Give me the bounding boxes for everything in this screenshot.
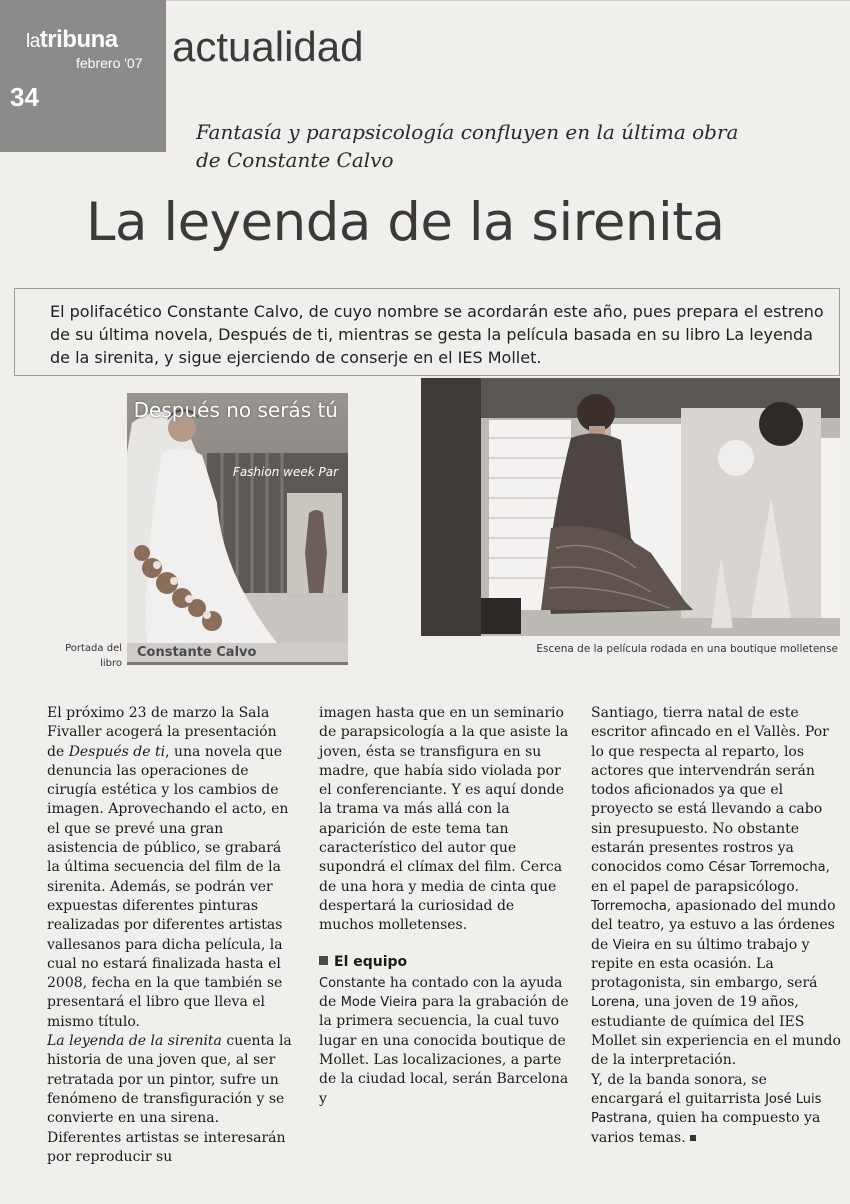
article-column-2 [319,704,569,1109]
end-mark-icon [690,1135,696,1141]
film-scene-photo [421,378,840,636]
book-author: Constante Calvo [137,645,257,660]
article-lead: El polifacético Constante Calvo, de cuyo nombre se acordarán este año, pues prepara el estreno de su última novela, Después de ti, mientras se gesta la película basada en su libro La leyenda de la sirenita, y sigue ejerciendo de conserje en el IES Mollet. [50,302,824,367]
paragraph: El próximo 23 de marzo la Sala Fivaller acogerá la presentación de Después de ti, una novela que denuncia las operaciones de cirugía estética y los cambios de imagen. Aprovechando el acto, en el que se prevé una gran asistencia de público, se grabará la última secuencia del film de la sirenita. Además, se podrán ver expuestas diferentes pinturas realizadas por diferentes artistas vallesanos para dicha película, la cual no estará finalizada hasta el 2008, fecha en la que también se presentará el libro que lleva el mismo título. [47,705,289,1030]
issue-date: febrero '07 [76,55,143,71]
paragraph: Santiago, tierra natal de este escritor afincado en el Vallès. Por lo que respecta al reparto, los actores que intervendrán serán todos aficionados ya que el proyecto se está llevando a cabo sin presupuesto. No obstante estarán presentes rostros ya conocidos como César Torremocha, en el papel de parapsicólogo. Torremocha, apasionado del mundo del teatro, ya estuvo a las órdenes de Vieira en su último trabajo y repite en esta ocasión. La protagonista, sin embargo, será Lorena, una joven de 19 años, estudiante de química del IES Mollet sin experiencia en el mundo de la interpretación. [591,705,841,1069]
book-author-bar [127,643,348,665]
page-number: 34 [10,82,39,112]
section-title: actualidad [172,23,364,70]
masthead [0,0,166,152]
square-bullet-icon [319,956,328,965]
film-scene-image [421,378,840,636]
photo1-caption: Portada del libro [65,643,122,669]
paragraph: imagen hasta que en un seminario de parapsicología a la que asiste la joven, ésta se transfigura en su madre, que había sido violada por el conferenciante. Y es aquí donde la trama va más allá con la aparición de este tema tan característico del autor que supondrá el clímax del film. Cerca de una hora y media de cinta que despertará la curiosidad de muchos molletenses. [319,705,569,934]
article-column-1 [47,704,297,1167]
book-cover-title: Después no serás tú [133,398,338,422]
photo2-caption: Escena de la película rodada en una boutique molletense [536,643,838,655]
brand-logo: latribuna [26,26,118,53]
paragraph: Y, de la banda sonora, se encargará el guitarrista José Luis Pastrana, quien ha compuesto ya varios temas. [591,1071,822,1146]
book-cover-subtitle: Fashion week Par [232,465,338,479]
subheading: El equipo [319,953,569,972]
article-kicker: Fantasía y parapsicología confluyen en la última obra de Constante Calvo [196,120,739,172]
article-column-3 [591,704,841,1148]
book-cover-photo [127,393,348,643]
article-headline: La leyenda de la sirenita [86,192,725,253]
top-rule [166,0,850,1]
paragraph: La leyenda de la sirenita cuenta la historia de una joven que, al ser retratada por un pintor, sufre un fenómeno de transfiguración y se convierte en una sirena. Diferentes artistas se interesarán por reproducir su [47,1033,292,1165]
book-cover-image [127,393,348,643]
paragraph: Constante ha contado con la ayuda de Mode Vieira para la grabación de la primera secuencia, la cual tuvo lugar en una conocida boutique de Mollet. Las localizaciones, a parte de la ciudad local, serán Barcelona y [319,974,569,1107]
